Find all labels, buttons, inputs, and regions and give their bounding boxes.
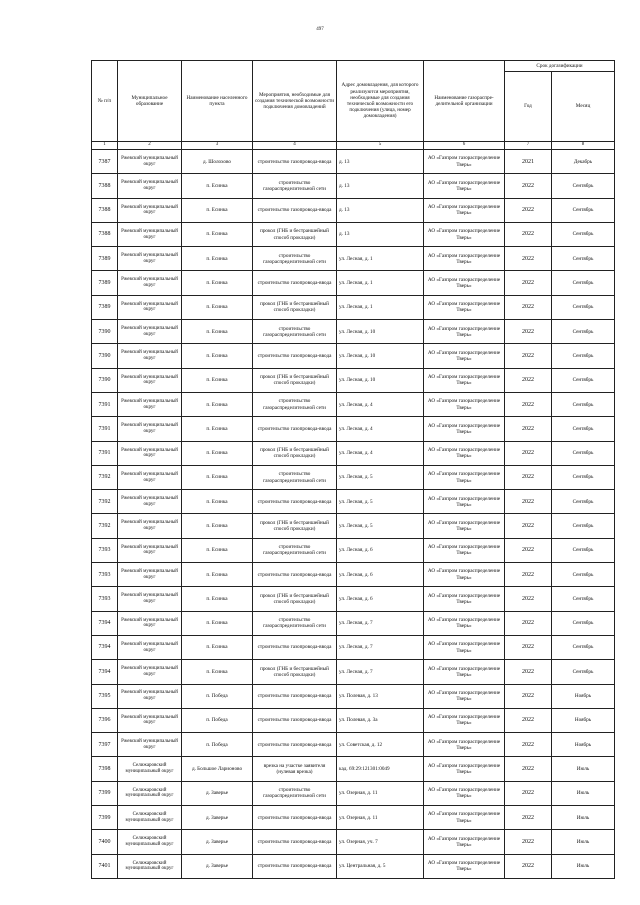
address-cell: кад. 69:29:121301:0049 [337, 757, 424, 781]
table-row [92, 757, 615, 781]
column-number: 1 [92, 142, 118, 150]
settlement-cell: п. Есинка [182, 490, 253, 514]
month-cell: Ноябрь [552, 733, 615, 757]
table-row [92, 733, 615, 757]
measure-cell: строительство газопровода-ввода [253, 271, 337, 295]
month-cell: Сентябрь [552, 514, 615, 538]
municipality-cell: Ржевский муниципальный округ [118, 635, 182, 659]
address-cell: ул. Полевая, д. 13 [337, 684, 424, 708]
settlement-cell: д. Заверье [182, 854, 253, 878]
table-row [92, 441, 615, 465]
row-number: 7394 [92, 611, 118, 635]
month-cell: Сентябрь [552, 490, 615, 514]
table-row [92, 806, 615, 830]
month-cell: Сентябрь [552, 222, 615, 246]
municipality-cell: Ржевский муниципальный округ [118, 271, 182, 295]
month-cell: Сентябрь [552, 320, 615, 344]
municipality-cell: Ржевский муниципальный округ [118, 320, 182, 344]
organization-cell: АО «Газпром газораспределение Тверь» [424, 538, 505, 562]
month-cell: Сентябрь [552, 392, 615, 416]
row-number: 7388 [92, 174, 118, 198]
municipality-cell: Селижаровский муниципальный округ [118, 781, 182, 805]
row-number: 7391 [92, 392, 118, 416]
column-number: 8 [552, 142, 615, 150]
address-cell: ул. Советская, д. 12 [337, 733, 424, 757]
column-number: 4 [253, 142, 337, 150]
table-row [92, 854, 615, 878]
address-cell: ул. Лесная, д. 4 [337, 417, 424, 441]
row-number: 7392 [92, 514, 118, 538]
settlement-cell: п. Есинка [182, 465, 253, 489]
measure-cell: прокол (ГНБ и бестраншейный способ прокладки) [253, 514, 337, 538]
month-cell: Сентябрь [552, 441, 615, 465]
address-cell: ул. Центральная, д. 5 [337, 854, 424, 878]
address-cell: ул. Лесная, д. 10 [337, 368, 424, 392]
column-number: 7 [505, 142, 552, 150]
address-cell: ул. Озерная, уч. 7 [337, 830, 424, 854]
column-number: 3 [182, 142, 253, 150]
measure-cell: строительство газопровода-ввода [253, 854, 337, 878]
settlement-cell: п. Есинка [182, 417, 253, 441]
organization-cell: АО «Газпром газораспределение Тверь» [424, 490, 505, 514]
year-cell: 2022 [505, 247, 552, 271]
organization-cell: АО «Газпром газораспределение Тверь» [424, 635, 505, 659]
organization-cell: АО «Газпром газораспределение Тверь» [424, 708, 505, 732]
municipality-cell: Ржевский муниципальный округ [118, 368, 182, 392]
municipality-cell: Селижаровский муниципальный округ [118, 806, 182, 830]
month-cell: Сентябрь [552, 344, 615, 368]
year-cell: 2022 [505, 392, 552, 416]
row-number: 7388 [92, 222, 118, 246]
settlement-cell: п. Есинка [182, 660, 253, 684]
table-row [92, 587, 615, 611]
year-cell: 2021 [505, 150, 552, 174]
municipality-cell: Ржевский муниципальный округ [118, 514, 182, 538]
settlement-cell: п. Есинка [182, 538, 253, 562]
municipality-cell: Ржевский муниципальный округ [118, 295, 182, 319]
measure-cell: строительство газопровода-ввода [253, 830, 337, 854]
address-cell: ул. Лесная, д. 7 [337, 611, 424, 635]
address-cell: ул. Лесная, д. 10 [337, 344, 424, 368]
organization-cell: АО «Газпром газораспределение Тверь» [424, 563, 505, 587]
month-cell: Сентябрь [552, 587, 615, 611]
settlement-cell: п. Есинка [182, 295, 253, 319]
municipality-cell: Ржевский муниципальный округ [118, 222, 182, 246]
header-num: № п/п [92, 61, 118, 142]
year-cell: 2022 [505, 733, 552, 757]
measure-cell: прокол (ГНБ и бестраншейный способ прокладки) [253, 368, 337, 392]
municipality-cell: Ржевский муниципальный округ [118, 150, 182, 174]
row-number: 7394 [92, 635, 118, 659]
measure-cell: строительство газораспределительной сети [253, 320, 337, 344]
row-number: 7395 [92, 684, 118, 708]
month-cell: Сентябрь [552, 611, 615, 635]
month-cell: Июль [552, 781, 615, 805]
measure-cell: строительство газопровода-ввода [253, 417, 337, 441]
row-number: 7392 [92, 465, 118, 489]
address-cell: д. 13 [337, 174, 424, 198]
organization-cell: АО «Газпром газораспределение Тверь» [424, 781, 505, 805]
settlement-cell: п. Есинка [182, 271, 253, 295]
settlement-cell: д. Шолохово [182, 150, 253, 174]
measure-cell: строительство газопровода-ввода [253, 635, 337, 659]
month-cell: Сентябрь [552, 247, 615, 271]
year-cell: 2022 [505, 684, 552, 708]
municipality-cell: Селижаровский муниципальный округ [118, 854, 182, 878]
municipality-cell: Ржевский муниципальный округ [118, 733, 182, 757]
year-cell: 2022 [505, 757, 552, 781]
settlement-cell: п. Есинка [182, 441, 253, 465]
measure-cell: строительство газопровода-ввода [253, 563, 337, 587]
address-cell: ул. Полевая, д. 3а [337, 708, 424, 732]
settlement-cell: п. Есинка [182, 320, 253, 344]
organization-cell: АО «Газпром газораспределение Тверь» [424, 222, 505, 246]
measure-cell: строительство газопровода-ввода [253, 198, 337, 222]
measure-cell: прокол (ГНБ и бестраншейный способ прокладки) [253, 295, 337, 319]
year-cell: 2022 [505, 295, 552, 319]
measure-cell: врезка на участке заявителя (нулевая врезка) [253, 757, 337, 781]
municipality-cell: Ржевский муниципальный округ [118, 587, 182, 611]
address-cell: ул. Лесная, д. 1 [337, 295, 424, 319]
organization-cell: АО «Газпром газораспределение Тверь» [424, 514, 505, 538]
row-number: 7389 [92, 271, 118, 295]
table-row [92, 830, 615, 854]
settlement-cell: п. Есинка [182, 587, 253, 611]
measure-cell: строительство газораспределительной сети [253, 781, 337, 805]
column-number: 2 [118, 142, 182, 150]
year-cell: 2022 [505, 344, 552, 368]
table-row [92, 684, 615, 708]
year-cell: 2022 [505, 806, 552, 830]
settlement-cell: д. Заверье [182, 806, 253, 830]
settlement-cell: п. Есинка [182, 635, 253, 659]
row-number: 7396 [92, 708, 118, 732]
settlement-cell: п. Есинка [182, 611, 253, 635]
table-row [92, 344, 615, 368]
month-cell: Сентябрь [552, 174, 615, 198]
settlement-cell: п. Победа [182, 708, 253, 732]
organization-cell: АО «Газпром газораспределение Тверь» [424, 830, 505, 854]
month-cell: Июль [552, 806, 615, 830]
row-number: 7390 [92, 344, 118, 368]
month-cell: Сентябрь [552, 198, 615, 222]
organization-cell: АО «Газпром газораспределение Тверь» [424, 611, 505, 635]
address-cell: ул. Лесная, д. 10 [337, 320, 424, 344]
table-row [92, 198, 615, 222]
year-cell: 2022 [505, 490, 552, 514]
settlement-cell: п. Есинка [182, 368, 253, 392]
settlement-cell: д. Заверье [182, 781, 253, 805]
month-cell: Сентябрь [552, 417, 615, 441]
organization-cell: АО «Газпром газораспределение Тверь» [424, 368, 505, 392]
measure-cell: строительство газораспределительной сети [253, 611, 337, 635]
measure-cell: строительство газораспределительной сети [253, 392, 337, 416]
address-cell: ул. Лесная, д. 6 [337, 587, 424, 611]
row-number: 7391 [92, 441, 118, 465]
measure-cell: строительство газораспределительной сети [253, 538, 337, 562]
address-cell: ул. Лесная, д. 1 [337, 271, 424, 295]
column-number: 6 [424, 142, 505, 150]
year-cell: 2022 [505, 174, 552, 198]
settlement-cell: п. Есинка [182, 563, 253, 587]
row-number: 7393 [92, 587, 118, 611]
address-cell: ул. Лесная, д. 5 [337, 514, 424, 538]
table-row [92, 368, 615, 392]
address-cell: ул. Лесная, д. 7 [337, 635, 424, 659]
table-body [92, 150, 615, 879]
year-cell: 2022 [505, 222, 552, 246]
organization-cell: АО «Газпром газораспределение Тверь» [424, 150, 505, 174]
month-cell: Сентябрь [552, 635, 615, 659]
table-row [92, 635, 615, 659]
municipality-cell: Ржевский муниципальный округ [118, 198, 182, 222]
municipality-cell: Ржевский муниципальный округ [118, 392, 182, 416]
municipality-cell: Ржевский муниципальный округ [118, 563, 182, 587]
address-cell: ул. Лесная, д. 7 [337, 660, 424, 684]
page-number: 497 [316, 27, 324, 32]
municipality-cell: Ржевский муниципальный округ [118, 538, 182, 562]
settlement-cell: п. Есинка [182, 247, 253, 271]
settlement-cell: п. Есинка [182, 174, 253, 198]
measure-cell: строительство газораспределительной сети [253, 247, 337, 271]
row-number: 7401 [92, 854, 118, 878]
municipality-cell: Ржевский муниципальный округ [118, 708, 182, 732]
table-row [92, 781, 615, 805]
table-row [92, 222, 615, 246]
address-cell: ул. Озерная, д. 11 [337, 781, 424, 805]
year-cell: 2022 [505, 441, 552, 465]
table-row [92, 150, 615, 174]
municipality-cell: Ржевский муниципальный округ [118, 247, 182, 271]
year-cell: 2022 [505, 635, 552, 659]
organization-cell: АО «Газпром газораспределение Тверь» [424, 198, 505, 222]
address-cell: ул. Лесная, д. 6 [337, 563, 424, 587]
measure-cell: строительство газопровода-ввода [253, 733, 337, 757]
settlement-cell: д. Заверье [182, 830, 253, 854]
row-number: 7390 [92, 320, 118, 344]
header-year: Год [505, 72, 552, 142]
measure-cell: строительство газопровода-ввода [253, 344, 337, 368]
settlement-cell: п. Победа [182, 733, 253, 757]
gasification-table [91, 60, 615, 879]
settlement-cell: п. Есинка [182, 198, 253, 222]
row-number: 7389 [92, 247, 118, 271]
address-cell: ул. Лесная, д. 5 [337, 490, 424, 514]
month-cell: Июль [552, 757, 615, 781]
year-cell: 2022 [505, 368, 552, 392]
measure-cell: строительство газопровода-ввода [253, 806, 337, 830]
year-cell: 2022 [505, 465, 552, 489]
table-row [92, 295, 615, 319]
year-cell: 2022 [505, 271, 552, 295]
year-cell: 2022 [505, 660, 552, 684]
table-row [92, 611, 615, 635]
address-cell: ул. Лесная, д. 1 [337, 247, 424, 271]
organization-cell: АО «Газпром газораспределение Тверь» [424, 247, 505, 271]
organization-cell: АО «Газпром газораспределение Тверь» [424, 392, 505, 416]
month-cell: Июль [552, 830, 615, 854]
municipality-cell: Ржевский муниципальный округ [118, 611, 182, 635]
organization-cell: АО «Газпром газораспределение Тверь» [424, 684, 505, 708]
row-number: 7398 [92, 757, 118, 781]
address-cell: ул. Лесная, д. 4 [337, 441, 424, 465]
settlement-cell: п. Победа [182, 684, 253, 708]
address-cell: ул. Лесная, д. 5 [337, 465, 424, 489]
table-row [92, 174, 615, 198]
row-number: 7391 [92, 417, 118, 441]
measure-cell: прокол (ГНБ и бестраншейный способ прокладки) [253, 660, 337, 684]
measure-cell: строительство газопровода-ввода [253, 490, 337, 514]
measure-cell: прокол (ГНБ и бестраншейный способ прокладки) [253, 441, 337, 465]
row-number: 7392 [92, 490, 118, 514]
table-row [92, 465, 615, 489]
measure-cell: строительство газопровода-ввода [253, 150, 337, 174]
settlement-cell: п. Есинка [182, 222, 253, 246]
row-number: 7393 [92, 538, 118, 562]
month-cell: Сентябрь [552, 660, 615, 684]
month-cell: Сентябрь [552, 271, 615, 295]
year-cell: 2022 [505, 781, 552, 805]
organization-cell: АО «Газпром газораспределение Тверь» [424, 417, 505, 441]
month-cell: Сентябрь [552, 465, 615, 489]
measure-cell: прокол (ГНБ и бестраншейный способ прокладки) [253, 587, 337, 611]
month-cell: Сентябрь [552, 368, 615, 392]
organization-cell: АО «Газпром газораспределение Тверь» [424, 465, 505, 489]
organization-cell: АО «Газпром газораспределение Тверь» [424, 733, 505, 757]
header-measures: Мероприятия, необходимые для создания технической возможности подключения домовладений [253, 61, 337, 142]
organization-cell: АО «Газпром газораспределение Тверь» [424, 806, 505, 830]
header-deadline: Срок догазификации [505, 61, 615, 72]
year-cell: 2022 [505, 538, 552, 562]
address-cell: д. 13 [337, 198, 424, 222]
year-cell: 2022 [505, 854, 552, 878]
organization-cell: АО «Газпром газораспределение Тверь» [424, 587, 505, 611]
municipality-cell: Ржевский муниципальный округ [118, 344, 182, 368]
municipality-cell: Ржевский муниципальный округ [118, 660, 182, 684]
organization-cell: АО «Газпром газораспределение Тверь» [424, 441, 505, 465]
month-cell: Ноябрь [552, 708, 615, 732]
address-cell: ул. Лесная, д. 4 [337, 392, 424, 416]
address-cell: ул. Лесная, д. 6 [337, 538, 424, 562]
row-number: 7399 [92, 806, 118, 830]
municipality-cell: Селижаровский муниципальный округ [118, 830, 182, 854]
header-municipality: Муниципальное образование [118, 61, 182, 142]
table-row [92, 660, 615, 684]
month-cell: Сентябрь [552, 295, 615, 319]
organization-cell: АО «Газпром газораспределение Тверь» [424, 757, 505, 781]
year-cell: 2022 [505, 708, 552, 732]
year-cell: 2022 [505, 320, 552, 344]
measure-cell: прокол (ГНБ и бестраншейный способ прокладки) [253, 222, 337, 246]
year-cell: 2022 [505, 830, 552, 854]
year-cell: 2022 [505, 198, 552, 222]
settlement-cell: д. Большое Ларионово [182, 757, 253, 781]
table-row [92, 320, 615, 344]
row-number: 7388 [92, 198, 118, 222]
organization-cell: АО «Газпром газораспределение Тверь» [424, 295, 505, 319]
municipality-cell: Ржевский муниципальный округ [118, 465, 182, 489]
organization-cell: АО «Газпром газораспределение Тверь» [424, 174, 505, 198]
table-row [92, 563, 615, 587]
header-address: Адрес домовладения, для которого реализуются мероприятия, необходимые для создания технической возможности его подключения (улица, номер домовладения) [337, 61, 424, 142]
month-cell: Ноябрь [552, 684, 615, 708]
organization-cell: АО «Газпром газораспределение Тверь» [424, 660, 505, 684]
month-cell: Декабрь [552, 150, 615, 174]
municipality-cell: Ржевский муниципальный округ [118, 684, 182, 708]
organization-cell: АО «Газпром газораспределение Тверь» [424, 271, 505, 295]
settlement-cell: п. Есинка [182, 392, 253, 416]
column-numbers-row [92, 142, 615, 150]
address-cell: д. 13 [337, 150, 424, 174]
table-row [92, 417, 615, 441]
row-number: 7393 [92, 563, 118, 587]
organization-cell: АО «Газпром газораспределение Тверь» [424, 344, 505, 368]
year-cell: 2022 [505, 611, 552, 635]
municipality-cell: Ржевский муниципальный округ [118, 417, 182, 441]
address-cell: д. 13 [337, 222, 424, 246]
row-number: 7400 [92, 830, 118, 854]
row-number: 7389 [92, 295, 118, 319]
header-settlement: Наименование населенного пункта [182, 61, 253, 142]
settlement-cell: п. Есинка [182, 344, 253, 368]
table-row [92, 514, 615, 538]
row-number: 7399 [92, 781, 118, 805]
row-number: 7394 [92, 660, 118, 684]
month-cell: Июль [552, 854, 615, 878]
municipality-cell: Селижаровский муниципальный округ [118, 757, 182, 781]
year-cell: 2022 [505, 417, 552, 441]
year-cell: 2022 [505, 514, 552, 538]
month-cell: Сентябрь [552, 538, 615, 562]
row-number: 7387 [92, 150, 118, 174]
address-cell: ул. Озерная, д. 11 [337, 806, 424, 830]
municipality-cell: Ржевский муниципальный округ [118, 441, 182, 465]
year-cell: 2022 [505, 563, 552, 587]
row-number: 7397 [92, 733, 118, 757]
column-number: 5 [337, 142, 424, 150]
organization-cell: АО «Газпром газораспределение Тверь» [424, 854, 505, 878]
measure-cell: строительство газопровода-ввода [253, 708, 337, 732]
table-row [92, 538, 615, 562]
table-row [92, 271, 615, 295]
municipality-cell: Ржевский муниципальный округ [118, 174, 182, 198]
year-cell: 2022 [505, 587, 552, 611]
month-cell: Сентябрь [552, 563, 615, 587]
measure-cell: строительство газопровода-ввода [253, 684, 337, 708]
table-row [92, 247, 615, 271]
organization-cell: АО «Газпром газораспределение Тверь» [424, 320, 505, 344]
table-row [92, 392, 615, 416]
row-number: 7390 [92, 368, 118, 392]
table-row [92, 490, 615, 514]
measure-cell: строительство газораспределительной сети [253, 174, 337, 198]
header-organization: Наименование газораспре-делительной организации [424, 61, 505, 142]
measure-cell: строительство газораспределительной сети [253, 465, 337, 489]
header-month: Месяц [552, 72, 615, 142]
table-row [92, 708, 615, 732]
settlement-cell: п. Есинка [182, 514, 253, 538]
municipality-cell: Ржевский муниципальный округ [118, 490, 182, 514]
